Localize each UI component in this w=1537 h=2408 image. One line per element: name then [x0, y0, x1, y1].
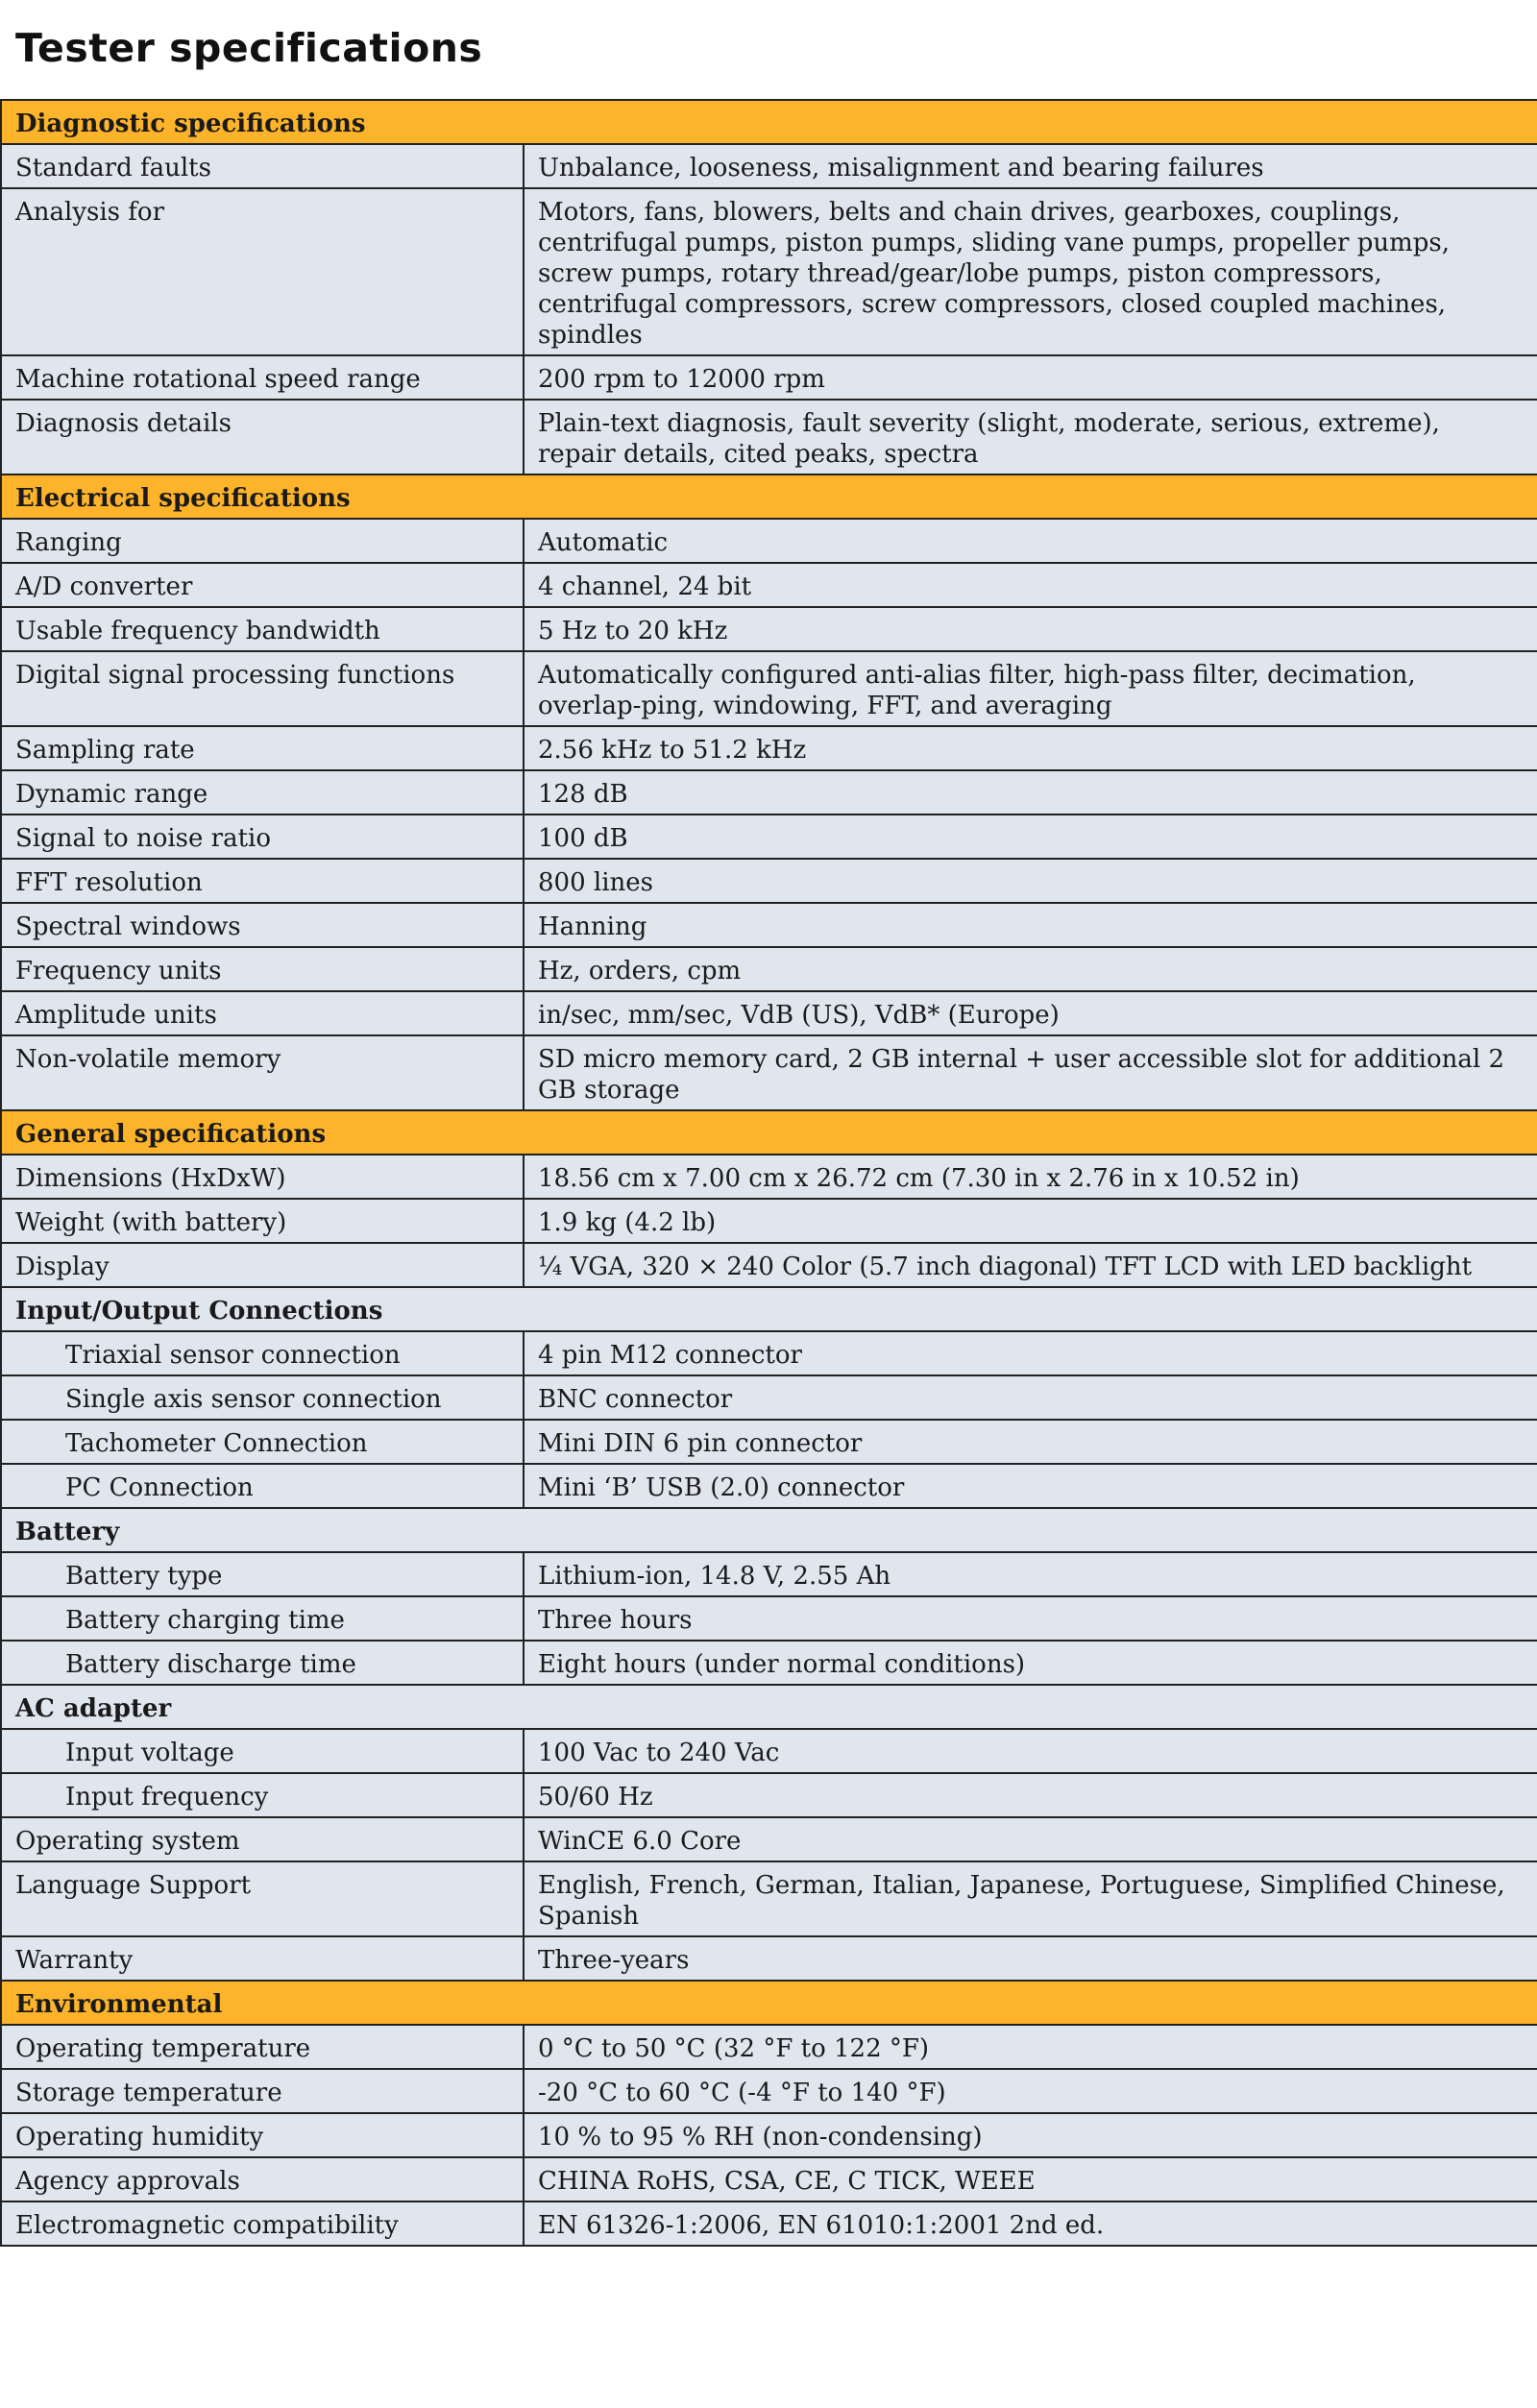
page-title: Tester specifications [15, 25, 483, 71]
spec-value: -20 °C to 60 °C (-4 °F to 140 °F) [524, 2069, 1537, 2113]
table-row [1, 815, 1537, 859]
table-row [1, 400, 1537, 474]
table-row [1, 563, 1537, 607]
spec-label: Weight (with battery) [1, 1199, 524, 1243]
spec-label: FFT resolution [1, 859, 524, 903]
spec-value: Mini ‘B’ USB (2.0) connector [524, 1464, 1537, 1508]
spec-value: 1.9 kg (4.2 lb) [524, 1199, 1537, 1243]
table-row [1, 1773, 1537, 1817]
table-row [1, 859, 1537, 903]
spec-label: Input frequency [1, 1773, 524, 1817]
spec-value: Hanning [524, 903, 1537, 947]
spec-label: A/D converter [1, 563, 524, 607]
spec-label: Operating temperature [1, 2025, 524, 2069]
section-header-row [1, 1981, 1537, 2025]
spec-value: in/sec, mm/sec, VdB (US), VdB* (Europe) [524, 991, 1537, 1035]
spec-value: 100 dB [524, 815, 1537, 859]
spec-label: PC Connection [1, 1464, 524, 1508]
spec-value: 18.56 cm x 7.00 cm x 26.72 cm (7.30 in x 2.76 in x 10.52 in) [524, 1155, 1537, 1199]
spec-label: Battery discharge time [1, 1641, 524, 1685]
section-header: Diagnostic specifications [1, 100, 1537, 144]
spec-value: English, French, German, Italian, Japanese, Portuguese, Simplified Chinese, Spanish [524, 1861, 1537, 1936]
table-row [1, 2025, 1537, 2069]
spec-value: 10 % to 95 % RH (non-condensing) [524, 2113, 1537, 2157]
spec-label: Analysis for [1, 188, 524, 355]
specifications-table-body [1, 100, 1537, 2246]
spec-value: Mini DIN 6 pin connector [524, 1420, 1537, 1464]
table-row [1, 903, 1537, 947]
spec-label: Operating humidity [1, 2113, 524, 2157]
section-header: General specifications [1, 1110, 1537, 1155]
spec-value: 200 rpm to 12000 rpm [524, 355, 1537, 400]
table-row [1, 1199, 1537, 1243]
spec-value: Eight hours (under normal conditions) [524, 1641, 1537, 1685]
table-row [1, 1596, 1537, 1641]
spec-label: Dimensions (HxDxW) [1, 1155, 524, 1199]
table-row [1, 1420, 1537, 1464]
table-row [1, 2069, 1537, 2113]
section-header: Electrical specifications [1, 474, 1537, 519]
spec-value: Motors, fans, blowers, belts and chain drives, gearboxes, couplings, centrifugal pumps, piston pumps, sliding vane pumps, propeller pumps, screw pumps, rotary thread/gear/lobe pumps, piston compressors, centrifugal compressors, screw compressors, closed coupled machines, spindles [524, 188, 1537, 355]
spec-label: Electromagnetic compatibility [1, 2201, 524, 2246]
spec-value: 4 channel, 24 bit [524, 563, 1537, 607]
spec-label: Digital signal processing functions [1, 651, 524, 726]
spec-value: Plain-text diagnosis, fault severity (slight, moderate, serious, extreme), repair details, cited peaks, spectra [524, 400, 1537, 474]
table-row [1, 1464, 1537, 1508]
spec-label: Single axis sensor connection [1, 1375, 524, 1420]
spec-label: Agency approvals [1, 2157, 524, 2201]
table-row [1, 1375, 1537, 1420]
spec-value: Three-years [524, 1936, 1537, 1981]
table-row [1, 1729, 1537, 1773]
spec-label: Language Support [1, 1861, 524, 1936]
spec-label: Signal to noise ratio [1, 815, 524, 859]
spec-value: Three hours [524, 1596, 1537, 1641]
spec-value: Unbalance, looseness, misalignment and bearing failures [524, 144, 1537, 188]
group-header: Input/Output Connections [1, 1287, 1537, 1331]
spec-label: Triaxial sensor connection [1, 1331, 524, 1375]
spec-value: 50/60 Hz [524, 1773, 1537, 1817]
spec-value: 800 lines [524, 859, 1537, 903]
table-row [1, 607, 1537, 651]
group-header-row [1, 1508, 1537, 1552]
table-row [1, 1817, 1537, 1861]
table-row [1, 1936, 1537, 1981]
spec-value: 128 dB [524, 770, 1537, 815]
spec-label: Non-volatile memory [1, 1035, 524, 1110]
table-row [1, 1331, 1537, 1375]
section-header-row [1, 100, 1537, 144]
spec-label: Frequency units [1, 947, 524, 991]
section-header: Environmental [1, 1981, 1537, 2025]
table-row [1, 726, 1537, 770]
table-row [1, 2113, 1537, 2157]
section-header-row [1, 1110, 1537, 1155]
spec-label: Display [1, 1243, 524, 1287]
spec-label: Spectral windows [1, 903, 524, 947]
spec-label: Battery charging time [1, 1596, 524, 1641]
spec-label: Operating system [1, 1817, 524, 1861]
table-row [1, 188, 1537, 355]
table-row [1, 355, 1537, 400]
table-row [1, 991, 1537, 1035]
table-row [1, 1552, 1537, 1596]
spec-label: Usable frequency bandwidth [1, 607, 524, 651]
group-header: Battery [1, 1508, 1537, 1552]
spec-label: Dynamic range [1, 770, 524, 815]
table-row [1, 1155, 1537, 1199]
spec-value: Automatically configured anti-alias filter, high-pass filter, decimation, overlap-ping, windowing, FFT, and averaging [524, 651, 1537, 726]
spec-value: Automatic [524, 519, 1537, 563]
table-row [1, 1641, 1537, 1685]
table-row [1, 1243, 1537, 1287]
table-row [1, 947, 1537, 991]
table-row [1, 651, 1537, 726]
spec-label: Amplitude units [1, 991, 524, 1035]
specifications-table [0, 99, 1537, 2247]
table-row [1, 2201, 1537, 2246]
spec-value: EN 61326-1:2006, EN 61010:1:2001 2nd ed. [524, 2201, 1537, 2246]
spec-label: Battery type [1, 1552, 524, 1596]
spec-value: 4 pin M12 connector [524, 1331, 1537, 1375]
spec-label: Standard faults [1, 144, 524, 188]
spec-value: 100 Vac to 240 Vac [524, 1729, 1537, 1773]
spec-label: Diagnosis details [1, 400, 524, 474]
spec-value: WinCE 6.0 Core [524, 1817, 1537, 1861]
spec-value: 0 °C to 50 °C (32 °F to 122 °F) [524, 2025, 1537, 2069]
table-row [1, 519, 1537, 563]
spec-value: BNC connector [524, 1375, 1537, 1420]
group-header: AC adapter [1, 1685, 1537, 1729]
spec-label: Machine rotational speed range [1, 355, 524, 400]
spec-label: Storage temperature [1, 2069, 524, 2113]
spec-label: Warranty [1, 1936, 524, 1981]
spec-value: ¼ VGA, 320 × 240 Color (5.7 inch diagonal) TFT LCD with LED backlight [524, 1243, 1537, 1287]
spec-label: Sampling rate [1, 726, 524, 770]
spec-value: Lithium-ion, 14.8 V, 2.55 Ah [524, 1552, 1537, 1596]
spec-value: 2.56 kHz to 51.2 kHz [524, 726, 1537, 770]
table-row [1, 1861, 1537, 1936]
spec-label: Ranging [1, 519, 524, 563]
spec-value: Hz, orders, cpm [524, 947, 1537, 991]
spec-label: Tachometer Connection [1, 1420, 524, 1464]
section-header-row [1, 474, 1537, 519]
spec-value: SD micro memory card, 2 GB internal + user accessible slot for additional 2 GB storage [524, 1035, 1537, 1110]
table-row [1, 144, 1537, 188]
table-row [1, 1035, 1537, 1110]
group-header-row [1, 1685, 1537, 1729]
table-row [1, 2157, 1537, 2201]
spec-value: 5 Hz to 20 kHz [524, 607, 1537, 651]
group-header-row [1, 1287, 1537, 1331]
spec-value: CHINA RoHS, CSA, CE, C TICK, WEEE [524, 2157, 1537, 2201]
spec-label: Input voltage [1, 1729, 524, 1773]
table-row [1, 770, 1537, 815]
